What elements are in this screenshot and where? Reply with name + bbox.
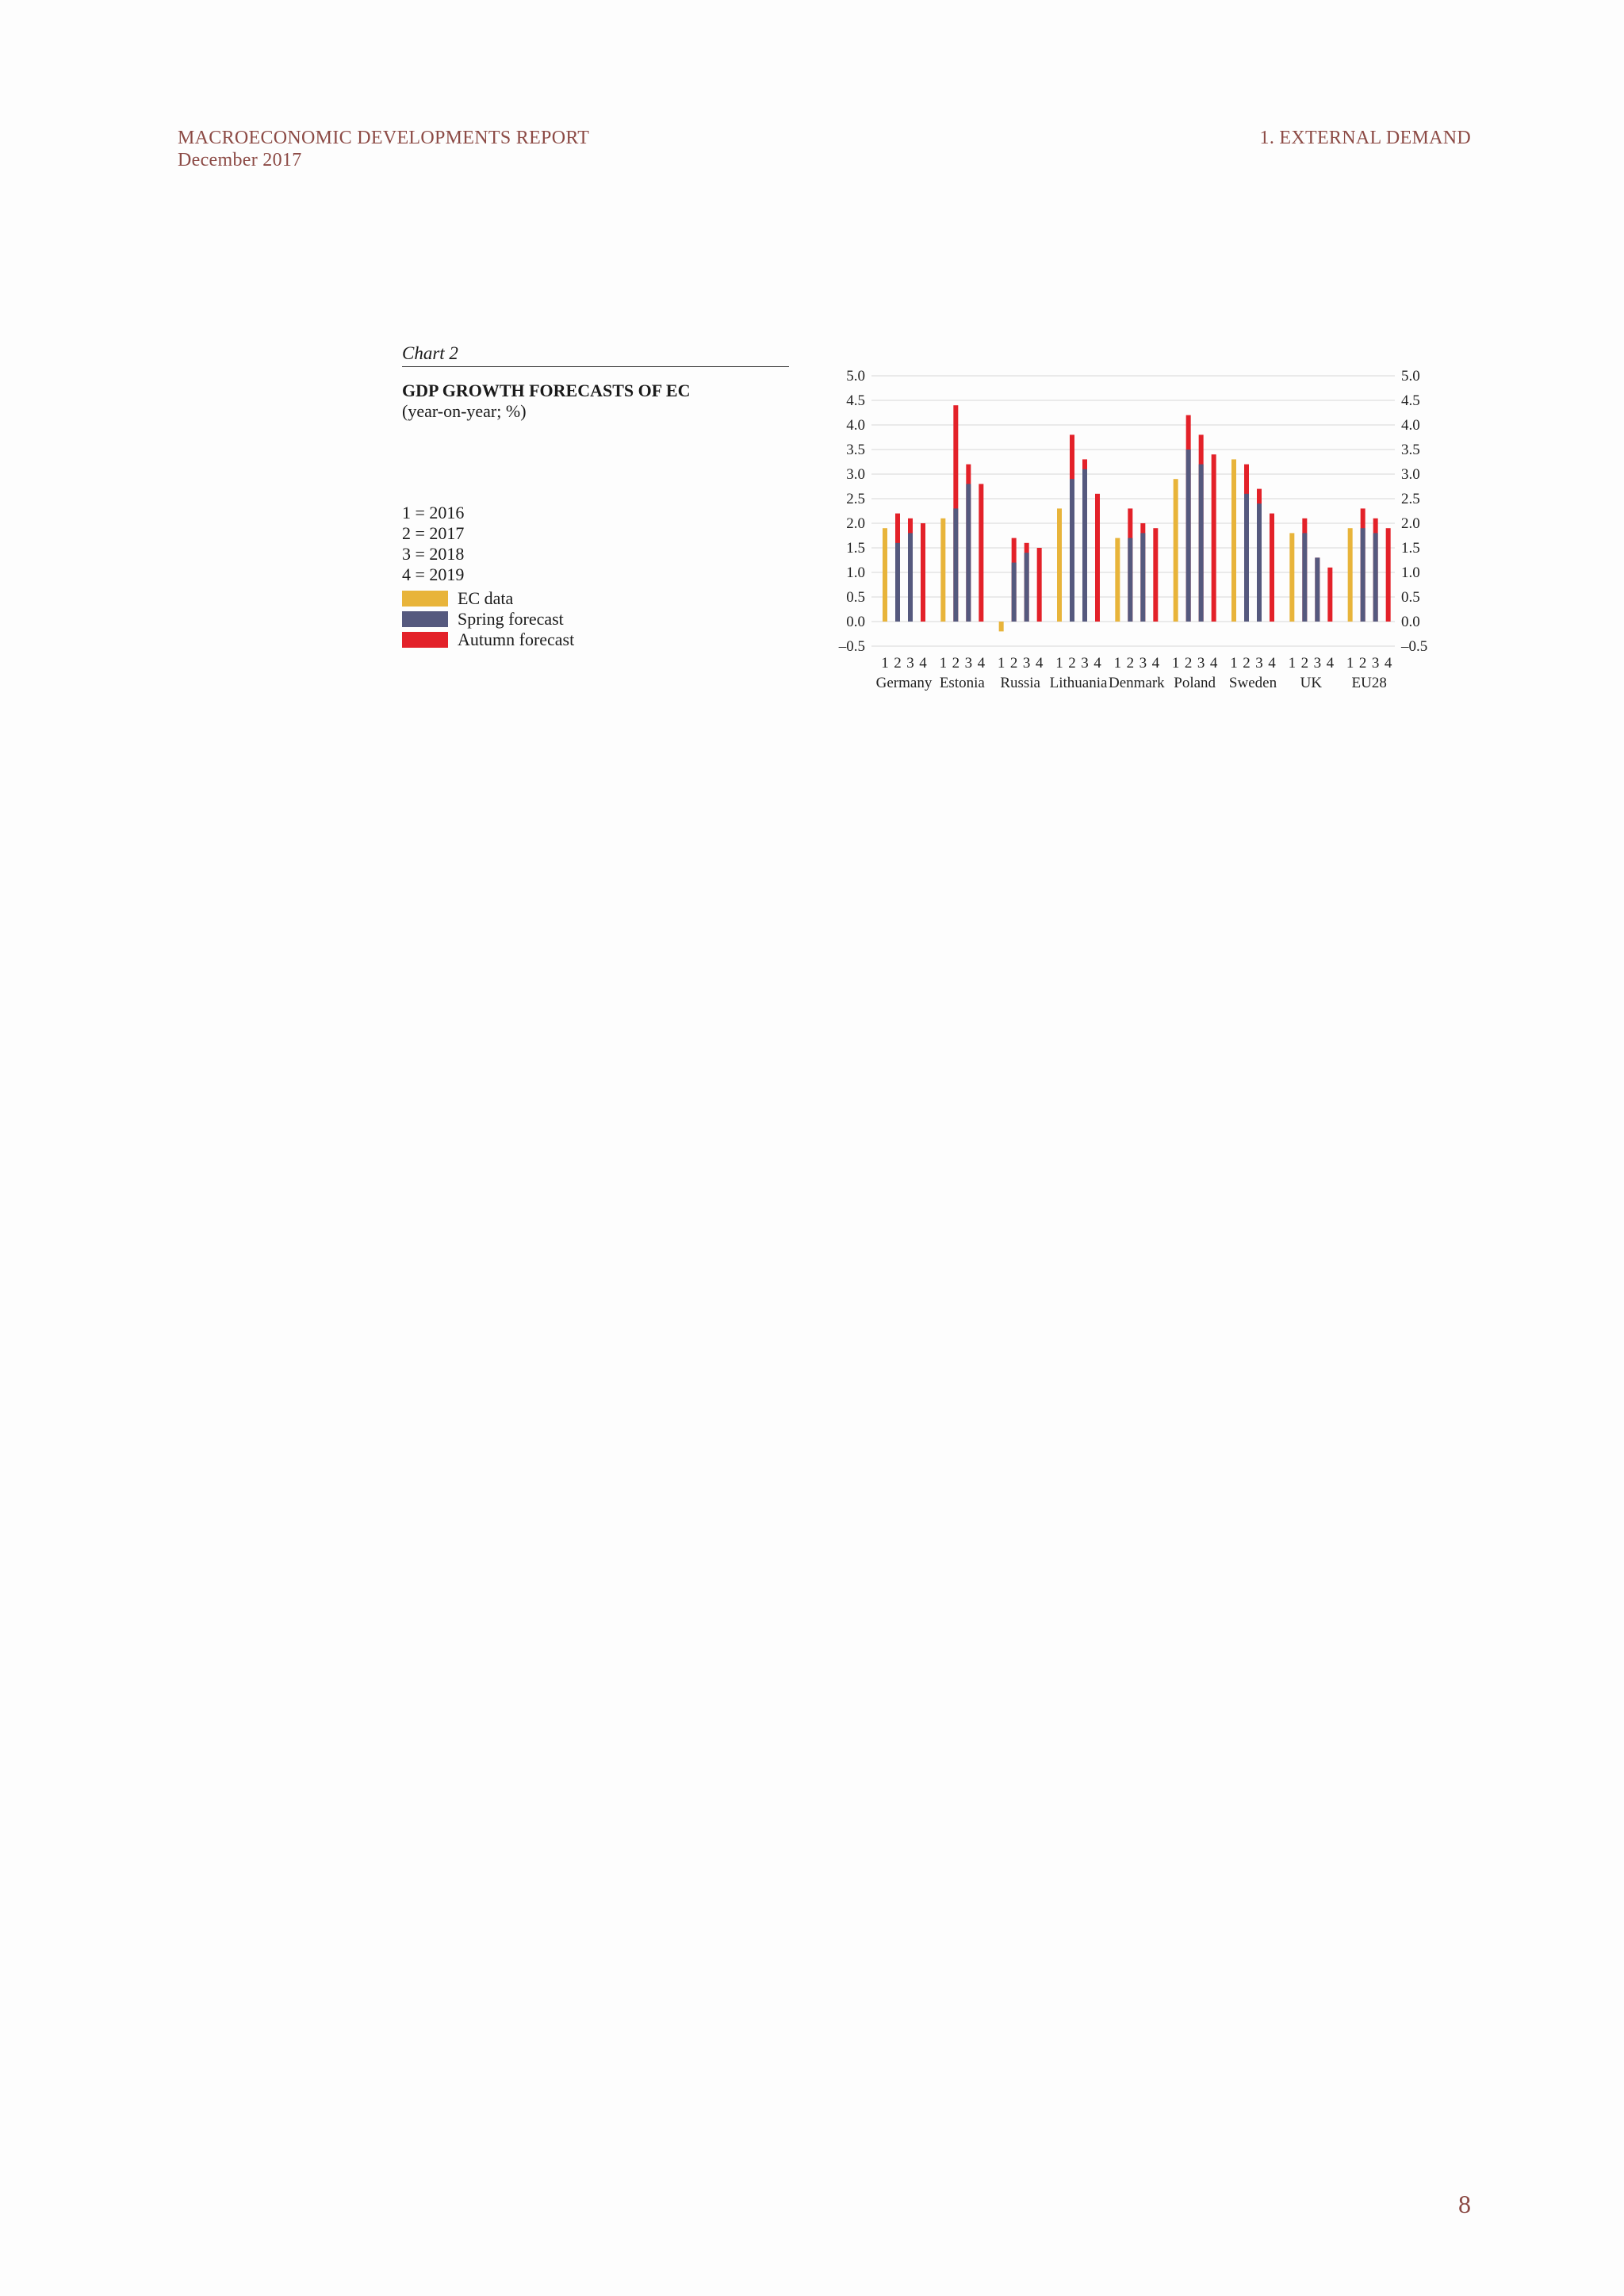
y-tick-label-left: 5.0	[846, 368, 865, 385]
legend-label: Spring forecast	[458, 609, 564, 629]
year-key	[402, 503, 464, 585]
legend-label: Autumn forecast	[458, 629, 575, 649]
bar-autumn-forecast	[1270, 514, 1274, 622]
bar-ec-data	[1174, 479, 1178, 622]
bar-autumn-forecast	[1386, 528, 1391, 622]
x-sub-label: 2	[1184, 655, 1193, 672]
bar-spring-forecast	[953, 508, 958, 622]
y-tick-label-right: 4.5	[1401, 392, 1420, 409]
bar-ec-data	[883, 528, 887, 622]
x-sub-label: 1	[1171, 655, 1180, 672]
bar-ec-data	[1057, 508, 1062, 622]
legend-item-ec-data	[402, 588, 574, 609]
bar-spring-forecast	[1373, 533, 1378, 622]
y-tick-label-right: –0.5	[1401, 638, 1428, 655]
y-tick-label-right: 0.5	[1401, 589, 1420, 606]
legend-item-autumn-forecast	[402, 629, 574, 650]
chart-block	[402, 342, 1433, 691]
y-tick-label-right: 0.0	[1401, 614, 1420, 630]
chart-label: Chart 2	[402, 342, 789, 367]
bar-autumn-forecast	[1153, 528, 1158, 622]
bar-spring-forecast	[1070, 479, 1074, 622]
x-sub-label: 1	[1113, 655, 1122, 672]
legend-label: EC data	[458, 588, 514, 608]
x-sub-label: 2	[952, 655, 960, 672]
bar-ec-data	[1289, 533, 1294, 622]
y-tick-label-left: 4.0	[846, 417, 865, 434]
x-sub-label: 1	[1230, 655, 1238, 672]
x-sub-label: 4	[977, 655, 986, 672]
bar-spring-forecast	[908, 533, 913, 622]
bar-spring-forecast	[895, 543, 900, 622]
y-tick-label-left: –0.5	[838, 638, 865, 655]
y-tick-label-left: 3.5	[846, 442, 865, 458]
page-number: 8	[1458, 2190, 1471, 2218]
y-tick-label-right: 2.5	[1401, 491, 1420, 507]
x-sub-label: 3	[906, 655, 914, 672]
bar-spring-forecast	[1199, 465, 1204, 622]
bar-spring-forecast	[1302, 533, 1307, 622]
x-sub-label: 4	[1326, 655, 1335, 672]
x-sub-label: 1	[881, 655, 889, 672]
y-tick-label-left: 3.0	[846, 466, 865, 483]
y-tick-label-right: 3.5	[1401, 442, 1420, 458]
x-sub-label: 2	[1068, 655, 1076, 672]
bar-ec-data	[1231, 459, 1236, 622]
year-key-item: 2 = 2017	[402, 523, 465, 543]
bar-autumn-forecast	[921, 523, 925, 622]
x-sub-label: 4	[919, 655, 927, 672]
bar-spring-forecast	[1128, 538, 1132, 622]
x-sub-label: 3	[1139, 655, 1147, 672]
report-date: December 2017	[178, 150, 302, 170]
x-sub-label: 3	[1197, 655, 1205, 672]
x-sub-label: 1	[1055, 655, 1063, 672]
y-tick-label-left: 0.5	[846, 589, 865, 606]
x-sub-label: 4	[1268, 655, 1276, 672]
x-sub-label: 3	[964, 655, 973, 672]
bar-spring-forecast	[966, 484, 971, 622]
x-sub-label: 2	[1126, 655, 1135, 672]
x-sub-label: 2	[1358, 655, 1367, 672]
bar-autumn-forecast	[1327, 568, 1332, 622]
section-title: 1. EXTERNAL DEMAND	[1259, 128, 1471, 148]
bar-ec-data	[999, 622, 1004, 631]
year-key-item: 4 = 2019	[402, 564, 465, 584]
bar-spring-forecast	[1140, 533, 1145, 622]
x-sub-label: 3	[1022, 655, 1031, 672]
y-tick-label-right: 3.0	[1401, 466, 1420, 483]
page-header	[178, 127, 1471, 174]
x-sub-label: 3	[1313, 655, 1322, 672]
legend-swatch-spring-forecast	[402, 611, 448, 627]
x-sub-label: 3	[1255, 655, 1263, 672]
report-header	[178, 127, 589, 171]
x-sub-label: 3	[1081, 655, 1089, 672]
x-category-label: Germany	[875, 675, 933, 691]
bar-autumn-forecast	[1037, 548, 1042, 622]
bar-spring-forecast	[1257, 503, 1262, 622]
bar-spring-forecast	[1244, 494, 1249, 622]
legend-swatch-autumn-forecast	[402, 632, 448, 648]
bar-ec-data	[1348, 528, 1353, 622]
x-category-label: Russia	[1000, 675, 1041, 691]
x-sub-label: 4	[1151, 655, 1160, 672]
x-sub-label: 1	[939, 655, 948, 672]
year-key-item: 3 = 2018	[402, 544, 465, 564]
legend-swatch-ec-data	[402, 591, 448, 607]
bar-chart	[814, 358, 1449, 699]
bar-spring-forecast	[1361, 528, 1365, 622]
y-tick-label-right: 1.0	[1401, 564, 1420, 581]
bar-spring-forecast	[1315, 557, 1320, 622]
y-tick-label-right: 2.0	[1401, 515, 1420, 532]
x-sub-label: 1	[1346, 655, 1354, 672]
x-sub-label: 4	[1035, 655, 1044, 672]
legend-item-spring-forecast	[402, 609, 574, 629]
bar-spring-forecast	[1186, 450, 1191, 622]
x-category-label: Estonia	[939, 675, 985, 691]
bar-ec-data	[1115, 538, 1120, 622]
x-sub-label: 3	[1371, 655, 1380, 672]
bar-spring-forecast	[1025, 553, 1029, 622]
x-sub-label: 2	[894, 655, 902, 672]
x-sub-label: 4	[1094, 655, 1101, 672]
x-category-label: Sweden	[1228, 675, 1277, 691]
y-tick-label-right: 4.0	[1401, 417, 1420, 434]
bar-autumn-forecast	[979, 484, 983, 622]
x-sub-label: 2	[1300, 655, 1309, 672]
y-tick-label-left: 2.0	[846, 515, 865, 532]
x-category-label: UK	[1300, 675, 1323, 691]
year-key-item: 1 = 2016	[402, 503, 465, 522]
chart-title: GDP GROWTH FORECASTS OF EC	[402, 381, 691, 400]
x-sub-label: 2	[1243, 655, 1251, 672]
y-tick-label-right: 1.5	[1401, 540, 1420, 557]
y-tick-label-left: 2.5	[846, 491, 865, 507]
y-tick-label-left: 1.0	[846, 564, 865, 581]
bar-spring-forecast	[1082, 469, 1087, 622]
x-category-label: Denmark	[1108, 675, 1165, 691]
x-sub-label: 1	[1288, 655, 1297, 672]
x-category-label: Lithuania	[1049, 675, 1108, 691]
report-title: MACROECONOMIC DEVELOPMENTS REPORT	[178, 128, 590, 148]
y-tick-label-left: 4.5	[846, 392, 865, 409]
chart-legend	[402, 588, 574, 650]
y-tick-label-left: 0.0	[846, 614, 865, 630]
x-sub-label: 2	[1009, 655, 1018, 672]
bar-ec-data	[940, 519, 945, 622]
x-sub-label: 4	[1384, 655, 1392, 672]
bar-spring-forecast	[1012, 563, 1017, 622]
bar-autumn-forecast	[1095, 494, 1100, 622]
y-tick-label-left: 1.5	[846, 540, 865, 557]
bar-autumn-forecast	[1212, 454, 1216, 622]
chart-subtitle: (year-on-year; %)	[402, 401, 527, 421]
x-sub-label: 1	[997, 655, 1005, 672]
x-sub-label: 4	[1209, 655, 1218, 672]
x-category-label: EU28	[1351, 675, 1387, 691]
x-category-label: Poland	[1174, 675, 1216, 691]
y-tick-label-right: 5.0	[1401, 368, 1420, 385]
